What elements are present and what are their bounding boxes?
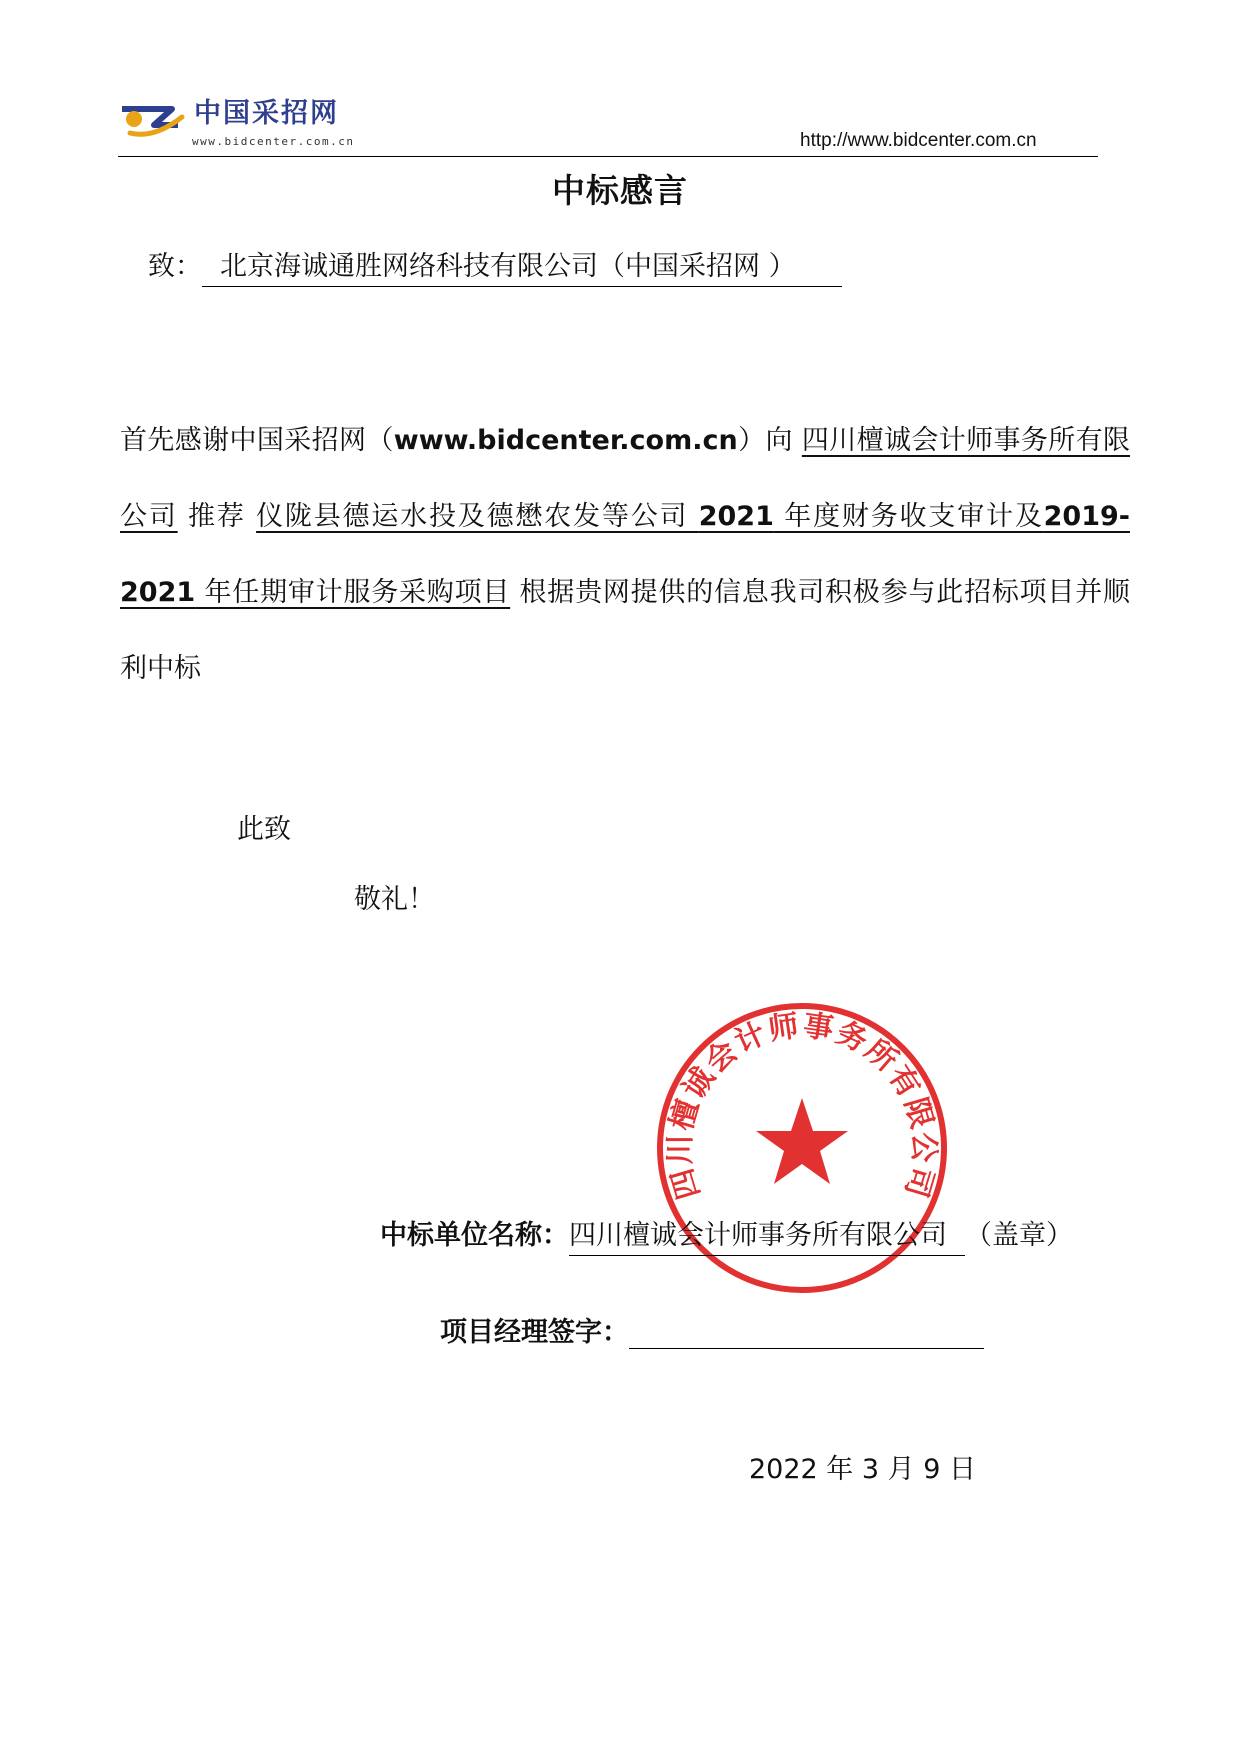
header-divider [118,156,1098,157]
body-text-3: 推荐 [177,501,257,532]
body-text-4: 根据贵网提供的信息我司积极参与此招标项目并顺利中标 [120,577,1130,684]
body-project-c: 年任期审计服务采购项目 [195,577,511,608]
closing-salutation: 此致 [237,814,291,845]
header-site-url[interactable]: http://www.bidcenter.com.cn [800,130,1037,151]
body-text-1: 首先感谢中国采招网（ [120,425,394,456]
winner-label: 中标单位名称： [380,1220,569,1251]
seal-text: 四川檀诚会计师事务所有限公司 [662,1008,942,1204]
body-paragraph [120,403,1130,707]
closing-regards: 敬礼！ [354,884,435,915]
recipient-label: 致： [148,251,202,282]
pm-signature-field[interactable] [629,1316,984,1349]
recipient-name: 北京海诚通胜网络科技有限公司（中国采招网 ） [202,244,842,287]
pm-label: 项目经理签字： [440,1317,629,1348]
recipient-line [148,244,842,287]
body-year-a: 2021 [698,501,774,532]
winner-name: 四川檀诚会计师事务所有限公司 [569,1213,965,1256]
body-project-a: 仪陇县德运水投及德懋农发等公司 [256,501,699,532]
body-text-2: ）向 [737,425,802,456]
stamp-note: （盖章） [965,1220,1073,1251]
seal-star-icon [756,1098,848,1184]
logo-url: www.bidcenter.com.cn [192,135,355,148]
body-project-b: 年度财务收支审计及 [773,501,1044,532]
project-manager-line [440,1310,984,1349]
logo-title: 中国采招网 [194,98,339,129]
winner-line [380,1213,1073,1256]
bidcenter-logo-icon [120,95,190,145]
document-title: 中标感言 [552,171,688,210]
body-url: www.bidcenter.com.cn [393,425,738,456]
document-date: 2022 年 3 月 9 日 [749,1454,976,1485]
body-year-b: 2019-2021 [120,501,1130,608]
body-company: 四川檀诚会计师事务所有限公司 [120,425,1131,532]
site-logo [120,85,360,160]
